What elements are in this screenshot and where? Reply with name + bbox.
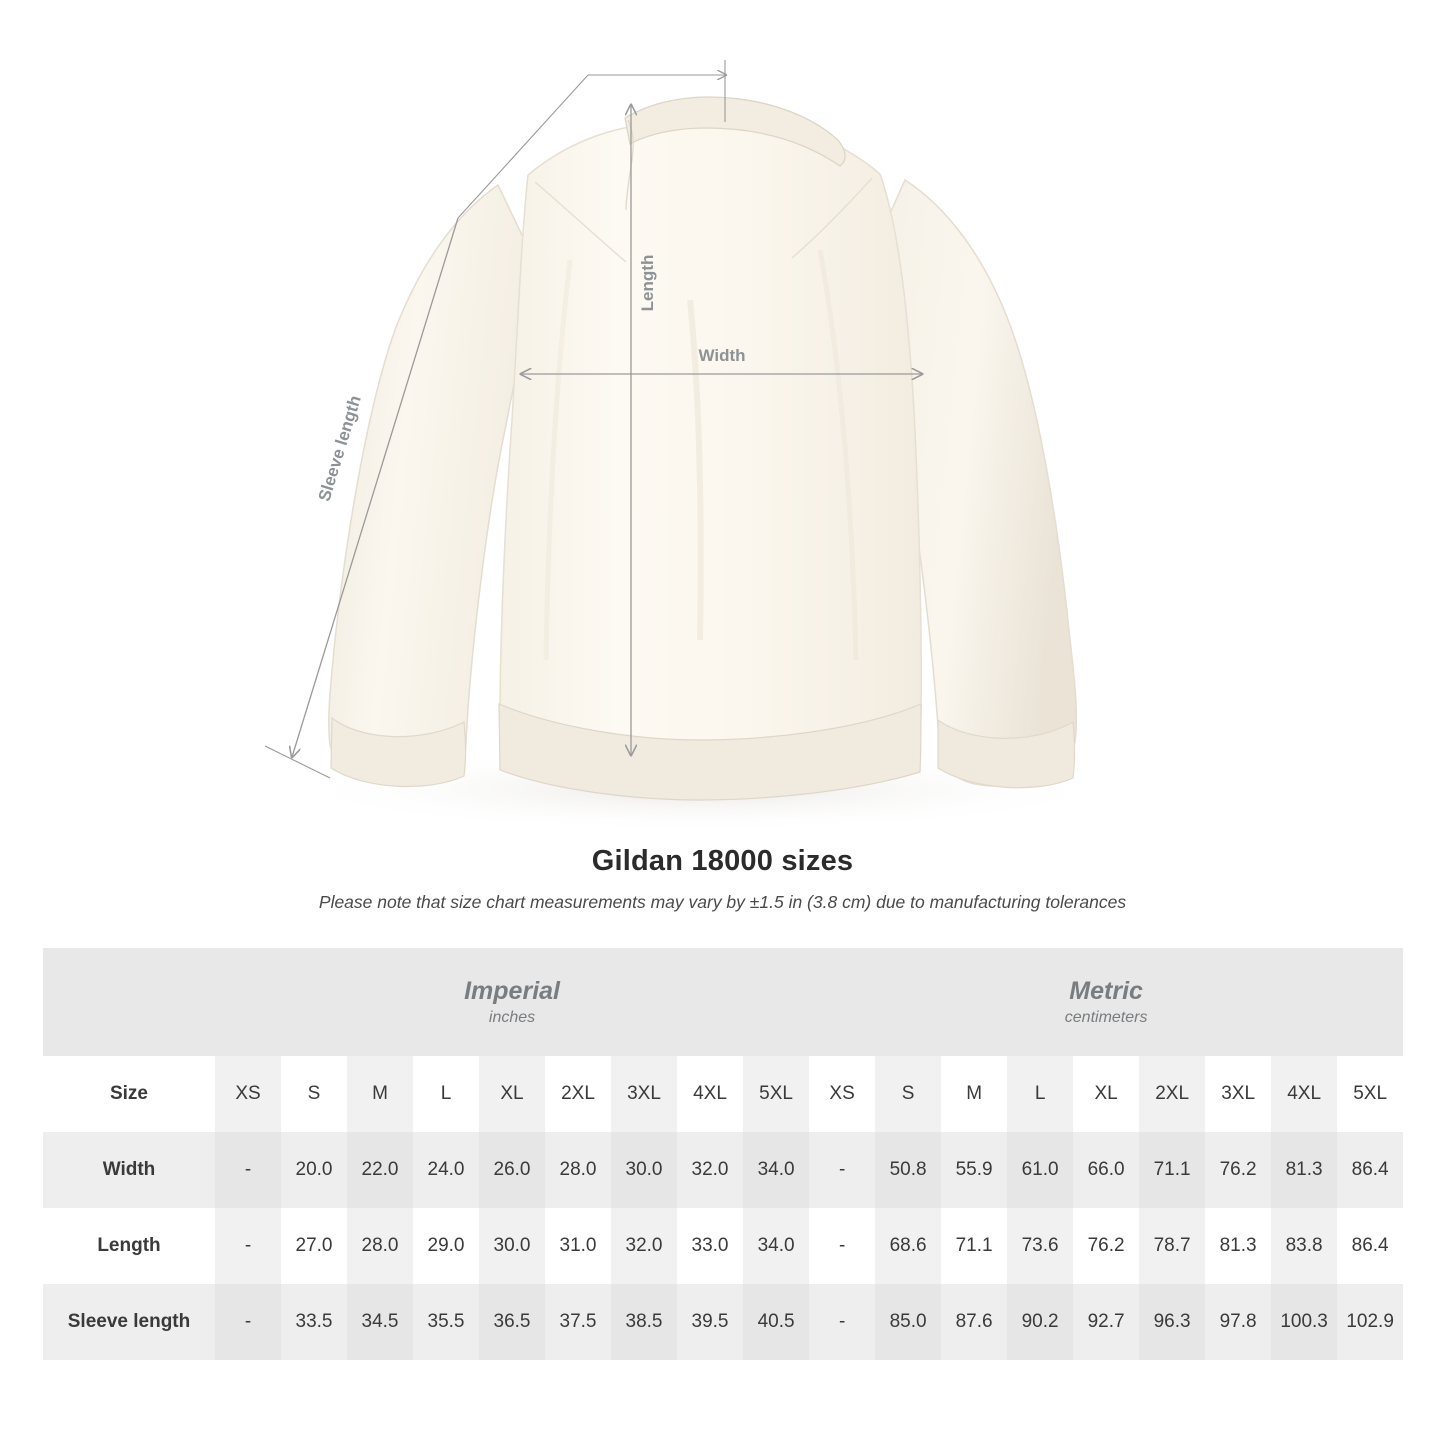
cell: 66.0 [1073, 1132, 1139, 1208]
cell: - [809, 1284, 875, 1360]
col-header: 5XL [1337, 1056, 1403, 1132]
cell: 33.5 [281, 1284, 347, 1360]
cell: 71.1 [941, 1208, 1007, 1284]
cell: 34.0 [743, 1132, 809, 1208]
cell: 36.5 [479, 1284, 545, 1360]
cell: - [215, 1132, 281, 1208]
cell: 78.7 [1139, 1208, 1205, 1284]
cell: 31.0 [545, 1208, 611, 1284]
row-label-width: Width [43, 1132, 215, 1208]
cell: - [809, 1132, 875, 1208]
unit-header-spacer [43, 948, 215, 1056]
cell: 32.0 [677, 1132, 743, 1208]
size-table [43, 948, 1403, 1360]
cell: 68.6 [875, 1208, 941, 1284]
cell: 34.0 [743, 1208, 809, 1284]
cell: - [809, 1208, 875, 1284]
col-header: XS [215, 1056, 281, 1132]
cell: 86.4 [1337, 1208, 1403, 1284]
cell: 92.7 [1073, 1284, 1139, 1360]
cell: 24.0 [413, 1132, 479, 1208]
cell: 61.0 [1007, 1132, 1073, 1208]
width-label: Width [698, 346, 746, 365]
col-header: XS [809, 1056, 875, 1132]
col-header: S [875, 1056, 941, 1132]
col-header: 2XL [1139, 1056, 1205, 1132]
unit-metric-name: Metric [1069, 976, 1143, 1005]
unit-imperial-sub: inches [488, 1009, 536, 1027]
col-header: M [941, 1056, 1007, 1132]
cell: 39.5 [677, 1284, 743, 1360]
row-label-length: Length [43, 1208, 215, 1284]
cell: 90.2 [1007, 1284, 1073, 1360]
cell: 55.9 [941, 1132, 1007, 1208]
cell: 38.5 [611, 1284, 677, 1360]
cell: 30.0 [611, 1132, 677, 1208]
cell: 34.5 [347, 1284, 413, 1360]
cell: 33.0 [677, 1208, 743, 1284]
cell: 40.5 [743, 1284, 809, 1360]
tolerance-note: Please note that size chart measurements may vary by ±1.5 in (3.8 cm) due to manufacturing tolerances [318, 892, 1127, 912]
title-block [0, 845, 1445, 913]
col-header: XL [1073, 1056, 1139, 1132]
unit-header-row [43, 948, 1403, 1056]
col-header: 4XL [1271, 1056, 1337, 1132]
length-label: Length [638, 254, 657, 312]
col-header: 5XL [743, 1056, 809, 1132]
cell: 37.5 [545, 1284, 611, 1360]
col-header: 3XL [1205, 1056, 1271, 1132]
col-header: 3XL [611, 1056, 677, 1132]
cell: 81.3 [1205, 1208, 1271, 1284]
cell: 100.3 [1271, 1284, 1337, 1360]
cell: 86.4 [1337, 1132, 1403, 1208]
unit-metric-sub: centimeters [1064, 1009, 1148, 1027]
cell: 76.2 [1073, 1208, 1139, 1284]
unit-header-metric [809, 948, 1403, 1056]
col-header: L [1007, 1056, 1073, 1132]
cell: 83.8 [1271, 1208, 1337, 1284]
sleeve-length-label: Sleeve length [314, 393, 365, 504]
cell: 35.5 [413, 1284, 479, 1360]
row-label-sleeve-length: Sleeve length [43, 1284, 215, 1360]
cell: 22.0 [347, 1132, 413, 1208]
cell: 81.3 [1271, 1132, 1337, 1208]
cell: 50.8 [875, 1132, 941, 1208]
cell: 96.3 [1139, 1284, 1205, 1360]
unit-imperial-name: Imperial [464, 976, 560, 1005]
table-row [43, 1284, 1403, 1360]
col-header: M [347, 1056, 413, 1132]
cell: 76.2 [1205, 1132, 1271, 1208]
cell: 28.0 [545, 1132, 611, 1208]
col-header: L [413, 1056, 479, 1132]
unit-header-imperial [215, 948, 809, 1056]
col-header: 2XL [545, 1056, 611, 1132]
cell: - [215, 1284, 281, 1360]
cell: 29.0 [413, 1208, 479, 1284]
cell: 102.9 [1337, 1284, 1403, 1360]
cell: 32.0 [611, 1208, 677, 1284]
cell: 20.0 [281, 1132, 347, 1208]
cell: 26.0 [479, 1132, 545, 1208]
cell: 87.6 [941, 1284, 1007, 1360]
table-row [43, 1208, 1403, 1284]
cell: 30.0 [479, 1208, 545, 1284]
size-table-wrapper [43, 948, 1403, 1360]
page-title: Gildan 18000 sizes [591, 845, 854, 877]
cell: 28.0 [347, 1208, 413, 1284]
cell: - [215, 1208, 281, 1284]
table-row [43, 1132, 1403, 1208]
row-header-size: Size [43, 1056, 215, 1132]
cell: 73.6 [1007, 1208, 1073, 1284]
cell: 85.0 [875, 1284, 941, 1360]
cell: 71.1 [1139, 1132, 1205, 1208]
col-header: XL [479, 1056, 545, 1132]
size-header-row [43, 1056, 1403, 1132]
col-header: 4XL [677, 1056, 743, 1132]
cell: 97.8 [1205, 1284, 1271, 1360]
col-header: S [281, 1056, 347, 1132]
cell: 27.0 [281, 1208, 347, 1284]
